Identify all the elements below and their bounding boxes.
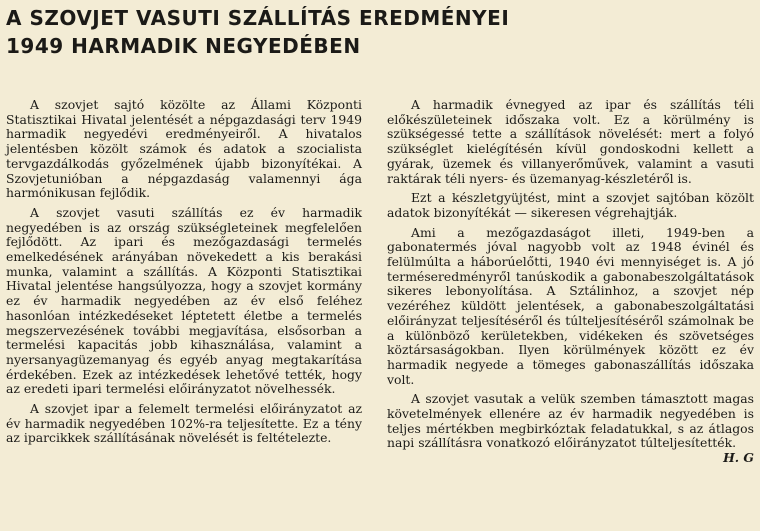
paragraph: A harmadik évnegyed az ipar és szállítás téli előkészületeinek időszaka volt. Ez a körülmény is szükségessé tette a szállítások növelését: mert a folyó szükséglet kielégítésén kívül gondoskodni kellett a gyárak, üzemek és villanyerőművek, valamint a vasuti raktárak téli nyers- és üzemanyag-készletéről is. [387, 97, 754, 186]
right-column [387, 98, 754, 466]
left-column [6, 98, 362, 451]
author-signature: H. G [723, 450, 754, 466]
paragraph: A szovjet sajtó közölte az Állami Központi Statisztikai Hivatal jelentését a népgazdasági terv 1949 harmadik negyedévi eredményeiről. A hivatalos jelentésben közölt számok és adatok a szocialista tervgazdálkodás győzelmének újabb bizonyítékai. A Szovjetunióban a népgazdaság valamennyi ága harmónikusan fejlődik. [6, 97, 362, 201]
paragraph: A szovjet vasuti szállítás ez év harmadik negyedében is az ország szükségleteinek megfelelően fejlődött. Az ipari és mezőgazdasági termelés emelkedésének arányában növekedett a kis berakási munka, valamint a szállítás. A Központi Statisztikai Hivatal jelentése hangsúlyozza, hogy a szovjet kormány ez év harmadik negyedében az év első feléhez hasonlóan intézkedéseket léptetett életbe a termelés megszervezésének további megjavítása, elsősorban a termelési kapacitás jobb kihasználása, valamint a nyersanyagüzemanyag és egyéb anyag megtakarítása érdekében. Ezek az intézkedések lehetővé tették, hogy az eredeti ipari termelési előirányzatot növelhessék. [6, 204, 362, 397]
headline [6, 4, 746, 60]
paragraph-text: A szovjet vasutak a velük szemben támasztott magas követelmények ellenére az év harmadik negyedében is teljes mértékben megbirkóztak feladatukkal, s az átlagos napi szállításra vonatkozó előirányzatot túlteljesítették. [387, 391, 754, 451]
headline-line-1: A SZOVJET VASUTI SZÁLLÍTÁS EREDMÉNYEI [6, 6, 510, 30]
paragraph: Ami a mezőgazdaságot illeti, 1949-ben a gabonatermés jóval nagyobb volt az 1948 évinél és felülmúlta a háborúelőtti, 1940 évi mennyiséget is. A jó terméseredményről tanúskodik a gabonabeszolgáltatások sikeres lebonyolítása. A Sztálinhoz, a szovjet nép vezéréhez küldött jelentések, a gabonabeszolgáltatási előirányzat teljesítéséről és túlteljesítéséről számolnak be a különböző kerületekben, vidékeken és szövetséges köztársaságokban. Ilyen körülmények között ez év harmadik negyede a tömeges gabonaszállítás időszaka volt. [387, 224, 754, 387]
paragraph: Ezt a készletgyüjtést, mint a szovjet sajtóban közölt adatok bizonyítékát — sikeresen végrehajtják. [387, 190, 754, 220]
paragraph: A szovjet ipar a felemelt termelési előirányzatot az év harmadik negyedében 102%-ra teljesítette. Ez a tény az iparcikkek szállításának növelését is feltételezte. [6, 401, 362, 446]
headline-line-2: 1949 HARMADIK NEGYEDÉBEN [6, 34, 361, 58]
paragraph-last [387, 391, 754, 466]
